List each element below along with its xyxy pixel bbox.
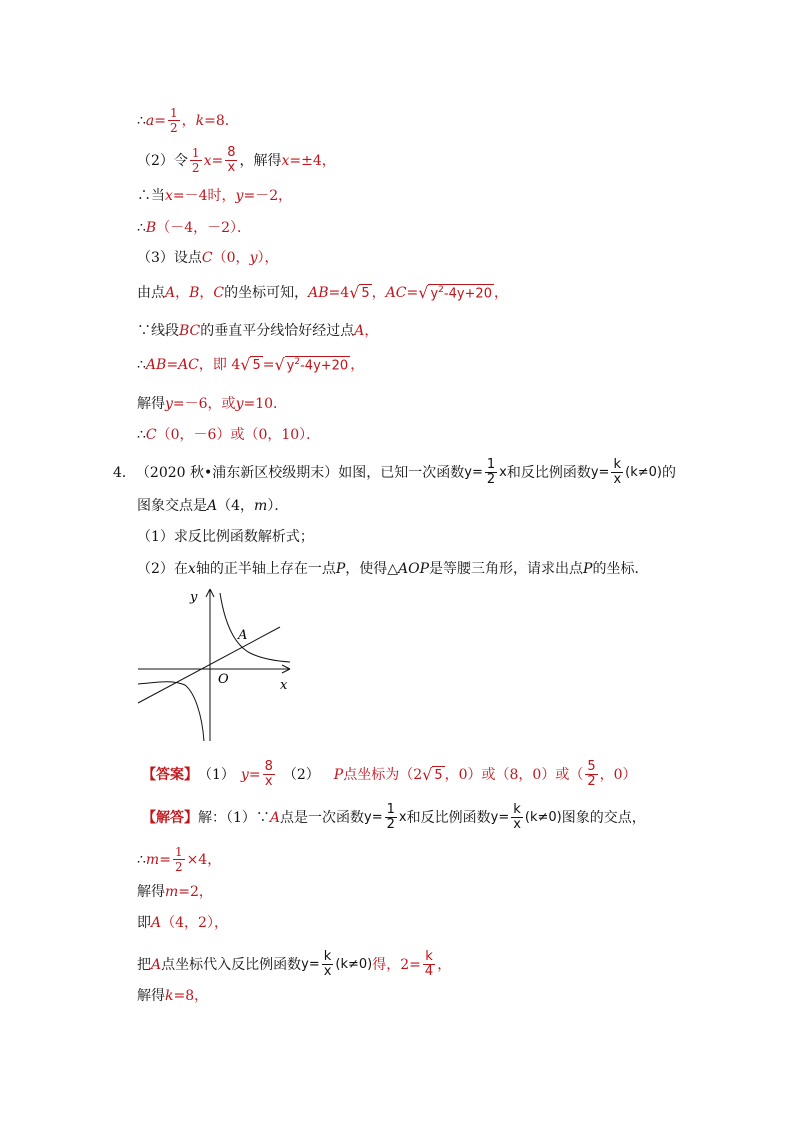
text: （1） (198, 766, 235, 783)
point-a-label: A (238, 628, 248, 643)
var-ac: AC (385, 285, 407, 301)
question-text: 的 (661, 464, 676, 481)
equals: = (406, 285, 419, 301)
equals: = (211, 152, 224, 169)
square-root: √ $y^2-4y+20$ (274, 354, 349, 374)
var-m: m (254, 498, 268, 514)
text: ， (364, 323, 379, 339)
text: ， (371, 285, 386, 301)
y-axis-label: y (190, 590, 198, 605)
text: ）． (267, 498, 289, 514)
text: ，0）或（8，0）或（ (444, 766, 584, 783)
text: （－4，－2）． (156, 220, 252, 236)
var-y: y (235, 188, 244, 204)
solution-line-5 (137, 248, 278, 268)
question-number: 4． (113, 464, 136, 481)
text: ，解得 (239, 152, 282, 169)
numerator: 8 (264, 759, 273, 774)
fraction (585, 760, 597, 789)
text: 点坐标为（2 (343, 766, 423, 783)
text: 是等腰三角形，请求出点 (429, 561, 584, 577)
text: ， (181, 112, 196, 129)
text: =－4时， (172, 188, 236, 204)
x-axis-label: x (280, 678, 288, 693)
var-k: k (165, 988, 174, 1004)
var-x: x (165, 188, 173, 204)
text: (k≠0) (524, 809, 562, 825)
var-ab: AB (308, 285, 329, 301)
var-c: C (145, 427, 157, 443)
denominator: x (613, 472, 622, 487)
equals: = (248, 766, 261, 783)
radicand-rest: -4y+20 (443, 286, 492, 302)
text: 解得 (137, 884, 165, 900)
var-y: y (235, 396, 244, 412)
radicand: 5 (434, 767, 443, 783)
var-a: a (145, 112, 155, 129)
function-graph (130, 585, 300, 745)
text: 图象交点是 (137, 498, 207, 514)
text: ∴ (137, 357, 146, 373)
text: =2， (178, 884, 213, 900)
fraction (190, 146, 202, 175)
var-a: A (165, 285, 176, 301)
fraction (485, 458, 497, 487)
question-4-line-2 (137, 496, 288, 516)
var-k: k (195, 112, 205, 129)
solution-step-4 (137, 913, 228, 933)
text: （0， (212, 250, 250, 266)
fraction (225, 146, 237, 175)
text: 的坐标． (592, 561, 649, 577)
var-p: P (583, 561, 593, 577)
var-y: y (165, 396, 173, 412)
var-a: A (207, 498, 218, 514)
square-root: √ 5 (349, 283, 370, 302)
var-b: B (189, 285, 200, 301)
var-x: x (203, 152, 212, 169)
var-bc: BC (179, 323, 201, 339)
text: （1）求反比例函数解析式； (137, 529, 314, 545)
numerator: k (425, 949, 433, 964)
denominator: 4 (424, 964, 434, 979)
text: y= (490, 809, 510, 825)
question-text: （2020 秋•浦东新区校级期末）如图，已知一次函数 (135, 464, 465, 481)
text: 的垂直平分线恰好经过点 (200, 323, 355, 339)
text: （3）设点 (137, 250, 202, 266)
denominator: 2 (386, 817, 395, 832)
solution-line-9 (137, 394, 287, 414)
text: ∴ (137, 427, 146, 443)
exponent: 2 (294, 356, 301, 367)
text: y= (364, 809, 383, 825)
text: （2）在 (137, 561, 188, 577)
text: ， (350, 357, 365, 373)
solution-step-3 (137, 882, 213, 902)
fraction (173, 845, 185, 874)
origin-label: O (218, 672, 229, 687)
text: 即 (137, 915, 151, 931)
var-p: P (333, 766, 344, 783)
var-c: C (213, 285, 225, 301)
solution-line-1 (137, 106, 239, 135)
text: （2） (282, 766, 320, 783)
var-y: y (249, 250, 258, 266)
solution-line-4 (137, 218, 251, 238)
var-p: P (335, 561, 346, 577)
text: =4 (328, 285, 350, 301)
text: (k≠0) (625, 464, 662, 480)
solution-tag: 【解答】 (142, 809, 198, 826)
text: =－6，或 (172, 396, 236, 412)
solution-line-7 (137, 321, 378, 341)
solution-step-1 (142, 803, 646, 832)
fraction (423, 950, 435, 979)
question-4-part-2 (137, 559, 648, 579)
var-ac: AC (178, 357, 199, 373)
text: ，即 4 (198, 357, 241, 373)
text: ∴ (137, 220, 146, 236)
var-a: A (269, 809, 281, 826)
numerator: 1 (174, 845, 183, 859)
solution-line-10 (137, 425, 320, 445)
solution-line-2 (137, 146, 336, 175)
text: ∴当 (137, 188, 165, 204)
numerator: 8 (227, 145, 236, 160)
text: ×4， (186, 851, 222, 868)
text: y= (464, 464, 483, 480)
fraction (385, 803, 397, 832)
fraction (168, 106, 180, 135)
question-text: 和反比例函数 (506, 464, 591, 481)
text: ， (493, 285, 508, 301)
text: ， (437, 956, 452, 973)
fraction (611, 458, 623, 487)
radicand: y (430, 286, 439, 302)
var-aop: AOP (398, 561, 430, 577)
text: =10． (243, 396, 288, 412)
var-a: A (151, 956, 162, 973)
text: 和反比例函数 (406, 809, 491, 826)
answer-tag: 【答案】 (142, 766, 198, 783)
question-4-line-1 (113, 458, 676, 487)
text: ，0） (599, 766, 637, 783)
square-root: √ 5 (240, 355, 261, 374)
text: ， (199, 285, 214, 301)
text: =±4， (289, 152, 336, 169)
var-b: B (145, 220, 157, 236)
text: =－2， (243, 188, 293, 204)
text: y= (590, 464, 610, 480)
text: =8． (204, 112, 239, 129)
text: ∴ (137, 851, 146, 868)
text: 点是一次函数 (280, 809, 365, 826)
text: =8， (173, 988, 209, 1004)
equals: = (262, 357, 275, 373)
solution-step-5 (137, 950, 451, 979)
text: (k≠0) (335, 956, 373, 972)
denominator: 2 (486, 472, 496, 487)
numerator: 1 (486, 457, 496, 472)
text: x (499, 464, 507, 480)
text: 图象的交点， (561, 809, 646, 826)
var-a: A (151, 915, 162, 931)
var-ab: AB (145, 357, 167, 373)
text: （4， (217, 498, 255, 514)
fraction (511, 803, 523, 832)
text: 得，2= (372, 956, 421, 973)
radicand: y (286, 358, 295, 374)
denominator: x (513, 817, 521, 832)
text: ∵线段 (137, 323, 179, 339)
solution-line-8 (137, 355, 364, 375)
text: （4，2）， (161, 915, 228, 931)
solution-line-3 (137, 186, 292, 206)
var-x: x (187, 561, 196, 577)
denominator: 2 (587, 774, 596, 789)
text: 解得 (137, 396, 165, 412)
square-root: √ 5 (422, 764, 443, 784)
var-y: y (240, 766, 249, 783)
solution-step-6 (137, 986, 208, 1006)
text: 解得 (137, 988, 165, 1004)
linear-function-line (138, 627, 280, 703)
radicand-rest: -4y+20 (300, 358, 349, 374)
text: （0，－6）或（0，10）． (156, 427, 321, 443)
numerator: 1 (170, 106, 178, 120)
var-m: m (165, 884, 179, 900)
exponent: 2 (438, 284, 444, 295)
solution-line-6 (137, 283, 508, 303)
question-4-part-1 (137, 527, 314, 547)
denominator: x (227, 160, 236, 175)
text: ， (175, 285, 190, 301)
equals: = (159, 851, 171, 868)
numerator: 5 (587, 759, 596, 774)
fraction (263, 760, 275, 789)
answer-line (142, 760, 637, 789)
numerator: k (323, 949, 332, 964)
radicand: 5 (252, 358, 261, 373)
var-a: A (354, 323, 365, 339)
denominator: 2 (191, 161, 200, 175)
text: 点坐标代入反比例函数 (161, 956, 302, 973)
equals: = (154, 112, 167, 129)
var-c: C (201, 250, 213, 266)
text: 解：（1）∵ (198, 809, 270, 826)
text: ）， (257, 250, 279, 266)
fraction (322, 950, 334, 979)
var-m: m (145, 851, 160, 868)
text: 的坐标可知， (224, 285, 309, 301)
denominator: x (323, 964, 332, 979)
text: y= (301, 956, 320, 972)
text: 把 (137, 956, 151, 973)
square-root: √ $y^2-4y+20$ (418, 282, 492, 302)
denominator: 2 (170, 121, 178, 135)
denominator: 2 (174, 860, 183, 874)
equals: = (166, 357, 179, 373)
denominator: x (264, 774, 273, 789)
numerator: 1 (191, 146, 200, 160)
radicand: 5 (361, 286, 370, 301)
numerator: k (613, 457, 622, 472)
var-x: x (281, 152, 290, 169)
text: x (398, 809, 407, 825)
text: ，使得△ (345, 561, 399, 577)
numerator: k (513, 802, 521, 817)
solution-step-2 (137, 845, 221, 874)
text: （2）令 (137, 152, 188, 169)
text: ∴ (137, 112, 146, 129)
text: 由点 (137, 285, 165, 301)
hyperbola-branch-lower (138, 682, 204, 741)
numerator: 1 (386, 802, 395, 817)
text: 轴的正半轴上存在一点 (195, 561, 336, 577)
